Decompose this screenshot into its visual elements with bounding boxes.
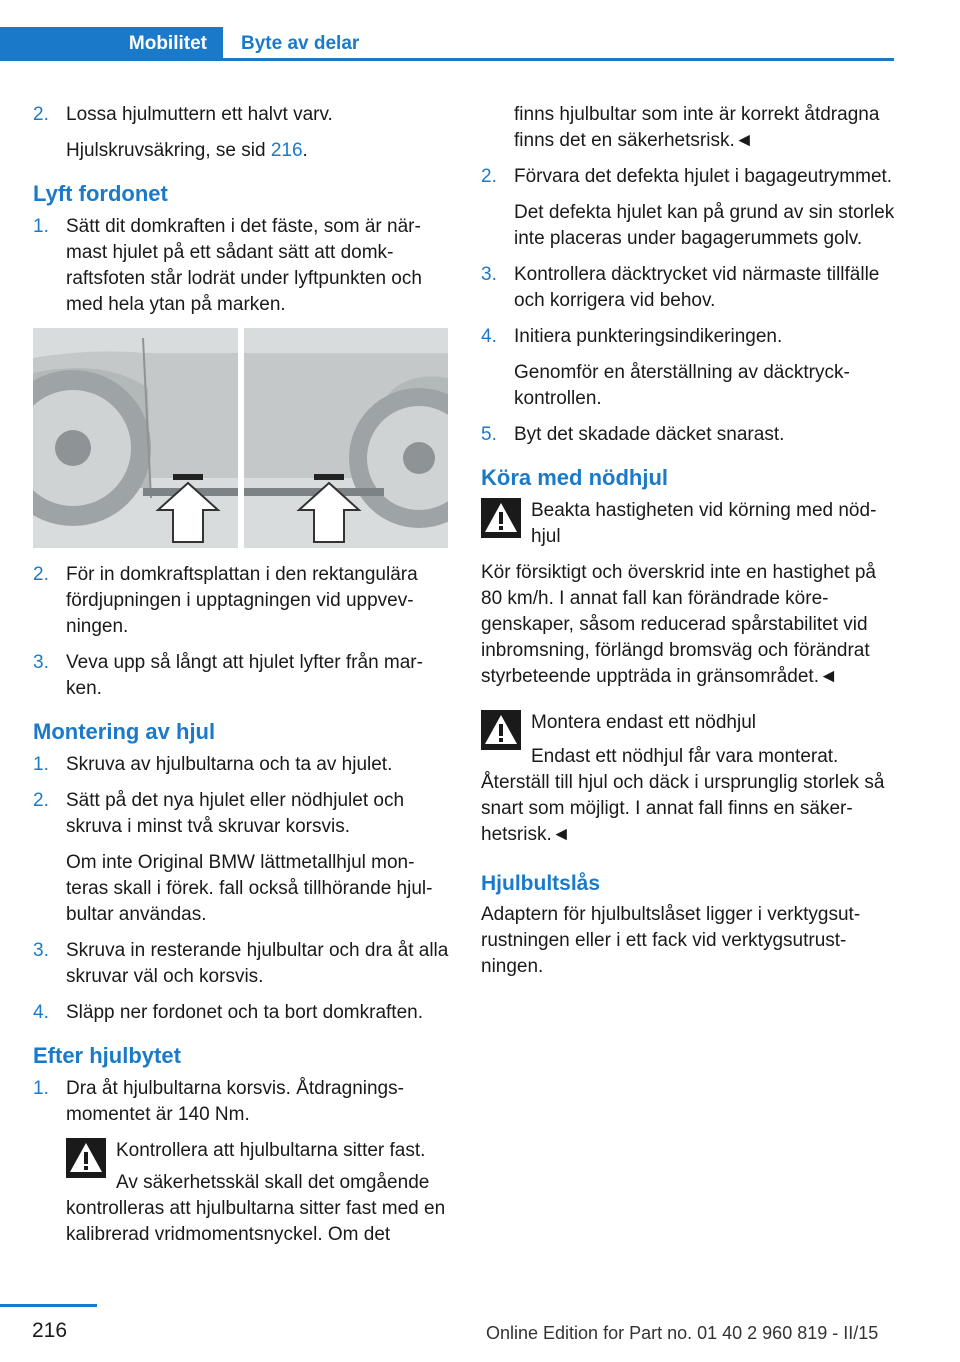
footer-rule [0,1304,97,1307]
step-number: 4. [33,1002,49,1023]
step-number: 2. [33,564,49,585]
warning-block [66,1138,449,1164]
step-text: Skruva av hjulbultarna och ta av hjulet. [66,754,393,775]
warning-icon [481,710,521,750]
step-note [33,138,449,164]
warning-title: Montera endast ett nödhjul [531,712,756,733]
list-item [33,102,449,128]
heading-montering-av-hjul: Montering av hjul [33,719,216,744]
step-text: Dra åt hjulbultarna korsvis. Åtdragningsmomentet är 140 Nm. [66,1078,404,1125]
list-item [481,324,895,350]
warning-body: Återställ till hjul och däck i ursprunglig storlek så snart som möjligt. I annat fall finns en säkerhetsrisk.◄ [481,772,885,845]
header-rule [223,58,894,61]
paragraph: Adaptern för hjulbultslåset ligger i verktygsutrustningen eller i ett fack vid verktygsutrustningen. [481,904,861,977]
list-item [33,752,449,778]
step-text: Byt det skadade däcket snarast. [514,424,785,445]
heading-lyft-fordonet: Lyft fordonet [33,181,168,206]
warning-block [481,498,895,550]
step-text: För in domkraftsplattan i den rektangulära fördjupningen i upptagningen vid uppvevningen. [66,564,418,637]
continued-text: finns hjulbultar som inte är korrekt åtdragna finns det en säkerhetsrisk.◄ [514,104,880,151]
list-item [33,1000,449,1026]
list-item [33,650,449,702]
warning-body: Av säkerhetsskäl skall det omgående kontrolleras att hjulbultarna sitter fast med en kalibrerad vridmomentsnyckel. Om det [66,1172,446,1245]
step-text: Kontrollera däcktrycket vid närmaste tillfälle och korrigera vid behov. [514,264,880,311]
step-text: Veva upp så långt att hjulet lyfter från marken. [66,652,423,699]
jack-point-right-image [244,328,448,548]
step-text: Skruva in resterande hjulbultar och dra åt alla skruvar väl och korsvis. [66,940,449,987]
heading-efter-hjulbytet: Efter hjulbytet [33,1043,181,1068]
step-text: Initiera punkteringsindikeringen. [514,326,783,347]
step-number: 3. [33,940,49,961]
list-item [33,938,449,990]
header-bar [0,27,894,61]
list-item [481,164,895,190]
warning-icon [481,498,521,538]
step-note: Genomför en återställning av däcktryckkontrollen. [514,362,850,409]
step-text: Släpp ner fordonet och ta bort domkraften. [66,1002,423,1023]
step-number: 2. [33,790,49,811]
jack-point-illustration [33,328,448,548]
step-number: 1. [33,1078,49,1099]
list-item [33,1076,449,1128]
note-period: . [302,140,308,161]
left-column [33,102,449,1248]
right-column [481,102,895,990]
step-number: 3. [33,652,49,673]
tab-byte-av-delar[interactable]: Byte av delar [241,33,360,54]
step-number: 1. [33,754,49,775]
step-text: Förvara det defekta hjulet i bagageutrymmet. [514,166,893,187]
warning-title: Kontrollera att hjulbultarna sitter fast. [116,1140,426,1161]
page-number: 216 [32,1319,68,1342]
warning-block [481,710,895,770]
step-note: Om inte Original BMW lättmetallhjul monteras skall i förek. fall också tillhörande hjulbultar användas. [66,852,433,925]
heading-kora-med-nodhjul: Köra med nödhjul [481,465,668,490]
step-number: 1. [33,216,49,237]
warning-first-line: Endast ett nödhjul får vara monterat. [531,746,839,767]
step-number: 2. [33,104,49,125]
step-number: 2. [481,166,497,187]
step-text: Sätt på det nya hjulet eller nödhjulet och skruva i minst två skruvar korsvis. [66,790,405,837]
step-number: 5. [481,424,497,445]
heading-hjulbultslas: Hjulbultslås [481,872,601,895]
step-note: Det defekta hjulet kan på grund av sin storlek inte placeras under bagagerummets golv. [514,202,895,249]
list-item [481,422,895,448]
step-number: 3. [481,264,497,285]
step-text: Sätt dit domkraften i det fäste, som är närmast hjulet på ett sådant sätt att domkraftsfoten står lodrät under lyftpunkten och med hela ytan på marken. [66,216,422,315]
warning-title: Beakta hastigheten vid körning med nödhjul [531,500,877,547]
list-item [33,562,449,640]
tab-mobilitet[interactable]: Mobilitet [0,27,223,61]
edition-text: Online Edition for Part no. 01 40 2 960 819 - II/15 [486,1323,879,1343]
jack-point-left-image [33,328,238,548]
page-link[interactable]: 216 [270,140,303,161]
warning-body: Kör försiktigt och överskrid inte en hastighet på 80 km/h. I annat fall kan förändrade köregenskaper, såsom reducerad spårstabilitet vid inbromsning, förlängd bromsväg och förändrat styrbeteende uppträda in gränsområdet.◄ [481,562,876,687]
note-text: Hjulskruvsäkring, se sid [66,140,271,161]
list-item [481,262,895,314]
list-item [33,214,449,318]
warning-icon [66,1138,106,1178]
step-text: Lossa hjulmuttern ett halvt varv. [66,104,333,125]
step-number: 4. [481,326,497,347]
list-item [33,788,449,840]
